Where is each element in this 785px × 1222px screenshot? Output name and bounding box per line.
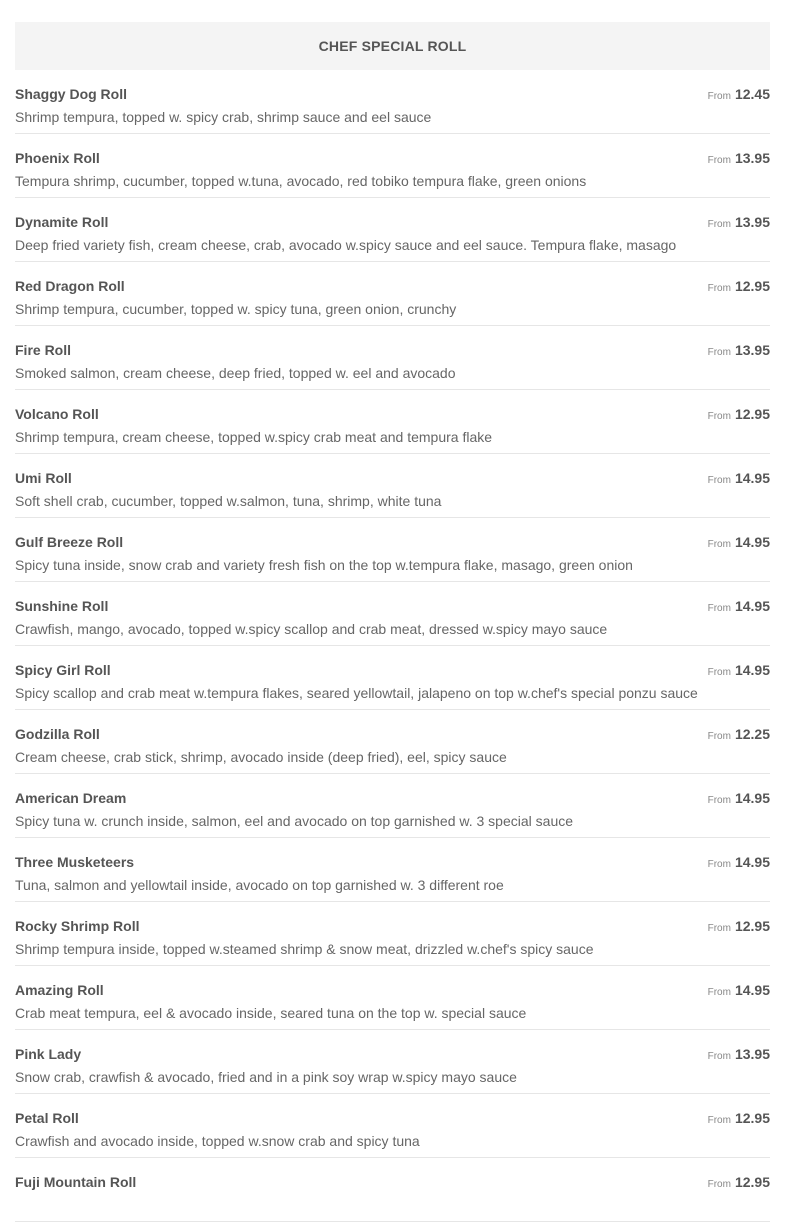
item-name: Gulf Breeze Roll	[15, 534, 124, 550]
price-value: 13.95	[734, 214, 770, 230]
item-description: Shrimp tempura inside, topped w.steamed shrimp & snow meat, drizzled w.chef's spicy sauce	[15, 941, 594, 957]
item-name: Spicy Girl Roll	[15, 662, 111, 678]
item-price	[708, 918, 770, 934]
price-value: 12.95	[734, 278, 770, 294]
price-prefix: From	[707, 987, 731, 998]
item-description: Crawfish, mango, avocado, topped w.spicy scallop and crab meat, dressed w.spicy mayo sauce	[15, 621, 608, 637]
item-name: Shaggy Dog Roll	[15, 86, 127, 102]
item-description: Shrimp tempura, topped w. spicy crab, shrimp sauce and eel sauce	[15, 109, 432, 125]
menu-item-gulf-breeze-roll[interactable]	[15, 518, 770, 582]
price-value: 14.95	[734, 982, 770, 998]
item-name: Fuji Mountain Roll	[15, 1174, 137, 1190]
section-title: CHEF SPECIAL ROLL	[318, 38, 467, 54]
item-name: Pink Lady	[15, 1046, 82, 1062]
price-value: 14.95	[734, 790, 770, 806]
price-value: 12.95	[734, 1174, 770, 1190]
item-name: American Dream	[15, 790, 127, 806]
item-price	[708, 534, 770, 550]
item-name: Umi Roll	[15, 470, 72, 486]
price-value: 12.95	[734, 918, 770, 934]
item-price	[708, 150, 770, 166]
section-header	[15, 22, 770, 70]
price-prefix: From	[707, 1179, 731, 1190]
item-name: Amazing Roll	[15, 982, 104, 998]
menu-item-spicy-girl-roll[interactable]	[15, 646, 770, 710]
menu-item-godzilla-roll[interactable]	[15, 710, 770, 774]
item-description: Shrimp tempura, cucumber, topped w. spicy tuna, green onion, crunchy	[15, 301, 457, 317]
item-price	[708, 406, 770, 422]
menu-item-pink-lady[interactable]	[15, 1030, 770, 1094]
price-prefix: From	[707, 923, 731, 934]
item-price	[708, 982, 770, 998]
item-description: Tuna, salmon and yellowtail inside, avocado on top garnished w. 3 different roe	[15, 877, 504, 893]
price-value: 12.45	[734, 86, 770, 102]
price-prefix: From	[707, 219, 731, 230]
price-value: 14.95	[734, 470, 770, 486]
item-description: Spicy tuna w. crunch inside, salmon, eel and avocado on top garnished w. 3 special sauce	[15, 813, 574, 829]
price-value: 14.95	[734, 662, 770, 678]
price-value: 14.95	[734, 854, 770, 870]
item-description: Cream cheese, crab stick, shrimp, avocado inside (deep fried), eel, spicy sauce	[15, 749, 507, 765]
price-value: 12.95	[734, 406, 770, 422]
menu-item-american-dream[interactable]	[15, 774, 770, 838]
item-name: Fire Roll	[15, 342, 72, 358]
price-prefix: From	[707, 155, 731, 166]
item-price	[708, 1110, 770, 1126]
price-value: 14.95	[734, 598, 770, 614]
item-name: Red Dragon Roll	[15, 278, 125, 294]
price-value: 12.25	[734, 726, 770, 742]
item-description: Spicy scallop and crab meat w.tempura flakes, seared yellowtail, jalapeno on top w.chef's special ponzu sauce	[15, 685, 698, 701]
menu-item-phoenix-roll[interactable]	[15, 134, 770, 198]
item-description: Deep fried variety fish, cream cheese, crab, avocado w.spicy sauce and eel sauce. Tempura flake, masago	[15, 237, 677, 253]
price-prefix: From	[707, 795, 731, 806]
menu-item-fire-roll[interactable]	[15, 326, 770, 390]
menu-item-amazing-roll[interactable]	[15, 966, 770, 1030]
price-prefix: From	[707, 411, 731, 422]
menu-item-red-dragon-roll[interactable]	[15, 262, 770, 326]
price-prefix: From	[707, 859, 731, 870]
item-description: Soft shell crab, cucumber, topped w.salmon, tuna, shrimp, white tuna	[15, 493, 442, 509]
item-description: Smoked salmon, cream cheese, deep fried, topped w. eel and avocado	[15, 365, 456, 381]
item-description: Crawfish and avocado inside, topped w.snow crab and spicy tuna	[15, 1133, 420, 1149]
price-prefix: From	[707, 731, 731, 742]
menu-item-fuji-mountain-roll[interactable]	[15, 1158, 770, 1222]
menu-item-dynamite-roll[interactable]	[15, 198, 770, 262]
item-price	[708, 214, 770, 230]
menu-item-umi-roll[interactable]	[15, 454, 770, 518]
menu-item-rocky-shrimp-roll[interactable]	[15, 902, 770, 966]
item-price	[708, 854, 770, 870]
item-price	[708, 1046, 770, 1062]
item-description: Crab meat tempura, eel & avocado inside, seared tuna on the top w. special sauce	[15, 1005, 527, 1021]
item-price	[708, 598, 770, 614]
item-price	[708, 86, 770, 102]
item-name: Dynamite Roll	[15, 214, 109, 230]
menu-item-sunshine-roll[interactable]	[15, 582, 770, 646]
price-prefix: From	[707, 283, 731, 294]
price-value: 12.95	[734, 1110, 770, 1126]
item-description: Tempura shrimp, cucumber, topped w.tuna, avocado, red tobiko tempura flake, green onions	[15, 173, 587, 189]
item-price	[708, 342, 770, 358]
price-prefix: From	[707, 475, 731, 486]
item-name: Petal Roll	[15, 1110, 79, 1126]
menu-item-three-musketeers[interactable]	[15, 838, 770, 902]
price-prefix: From	[707, 1115, 731, 1126]
price-prefix: From	[707, 603, 731, 614]
price-value: 13.95	[734, 342, 770, 358]
menu-item-volcano-roll[interactable]	[15, 390, 770, 454]
price-prefix: From	[707, 539, 731, 550]
menu-item-shaggy-dog-roll[interactable]	[15, 70, 770, 134]
price-prefix: From	[707, 347, 731, 358]
price-prefix: From	[707, 91, 731, 102]
item-name: Godzilla Roll	[15, 726, 100, 742]
item-name: Three Musketeers	[15, 854, 135, 870]
price-prefix: From	[707, 667, 731, 678]
item-name: Sunshine Roll	[15, 598, 109, 614]
menu-item-petal-roll[interactable]	[15, 1094, 770, 1158]
menu-list	[15, 70, 770, 1222]
item-name: Phoenix Roll	[15, 150, 100, 166]
item-price	[708, 470, 770, 486]
item-price	[708, 790, 770, 806]
item-name: Volcano Roll	[15, 406, 99, 422]
item-name: Rocky Shrimp Roll	[15, 918, 140, 934]
item-description: Shrimp tempura, cream cheese, topped w.spicy crab meat and tempura flake	[15, 429, 493, 445]
item-price	[708, 278, 770, 294]
price-value: 13.95	[734, 1046, 770, 1062]
item-price	[708, 726, 770, 742]
price-value: 13.95	[734, 150, 770, 166]
price-value: 14.95	[734, 534, 770, 550]
item-price	[708, 662, 770, 678]
price-prefix: From	[707, 1051, 731, 1062]
item-description: Spicy tuna inside, snow crab and variety fresh fish on the top w.tempura flake, masago, green onion	[15, 557, 633, 573]
item-description: Snow crab, crawfish & avocado, fried and in a pink soy wrap w.spicy mayo sauce	[15, 1069, 517, 1085]
item-price	[708, 1174, 770, 1190]
